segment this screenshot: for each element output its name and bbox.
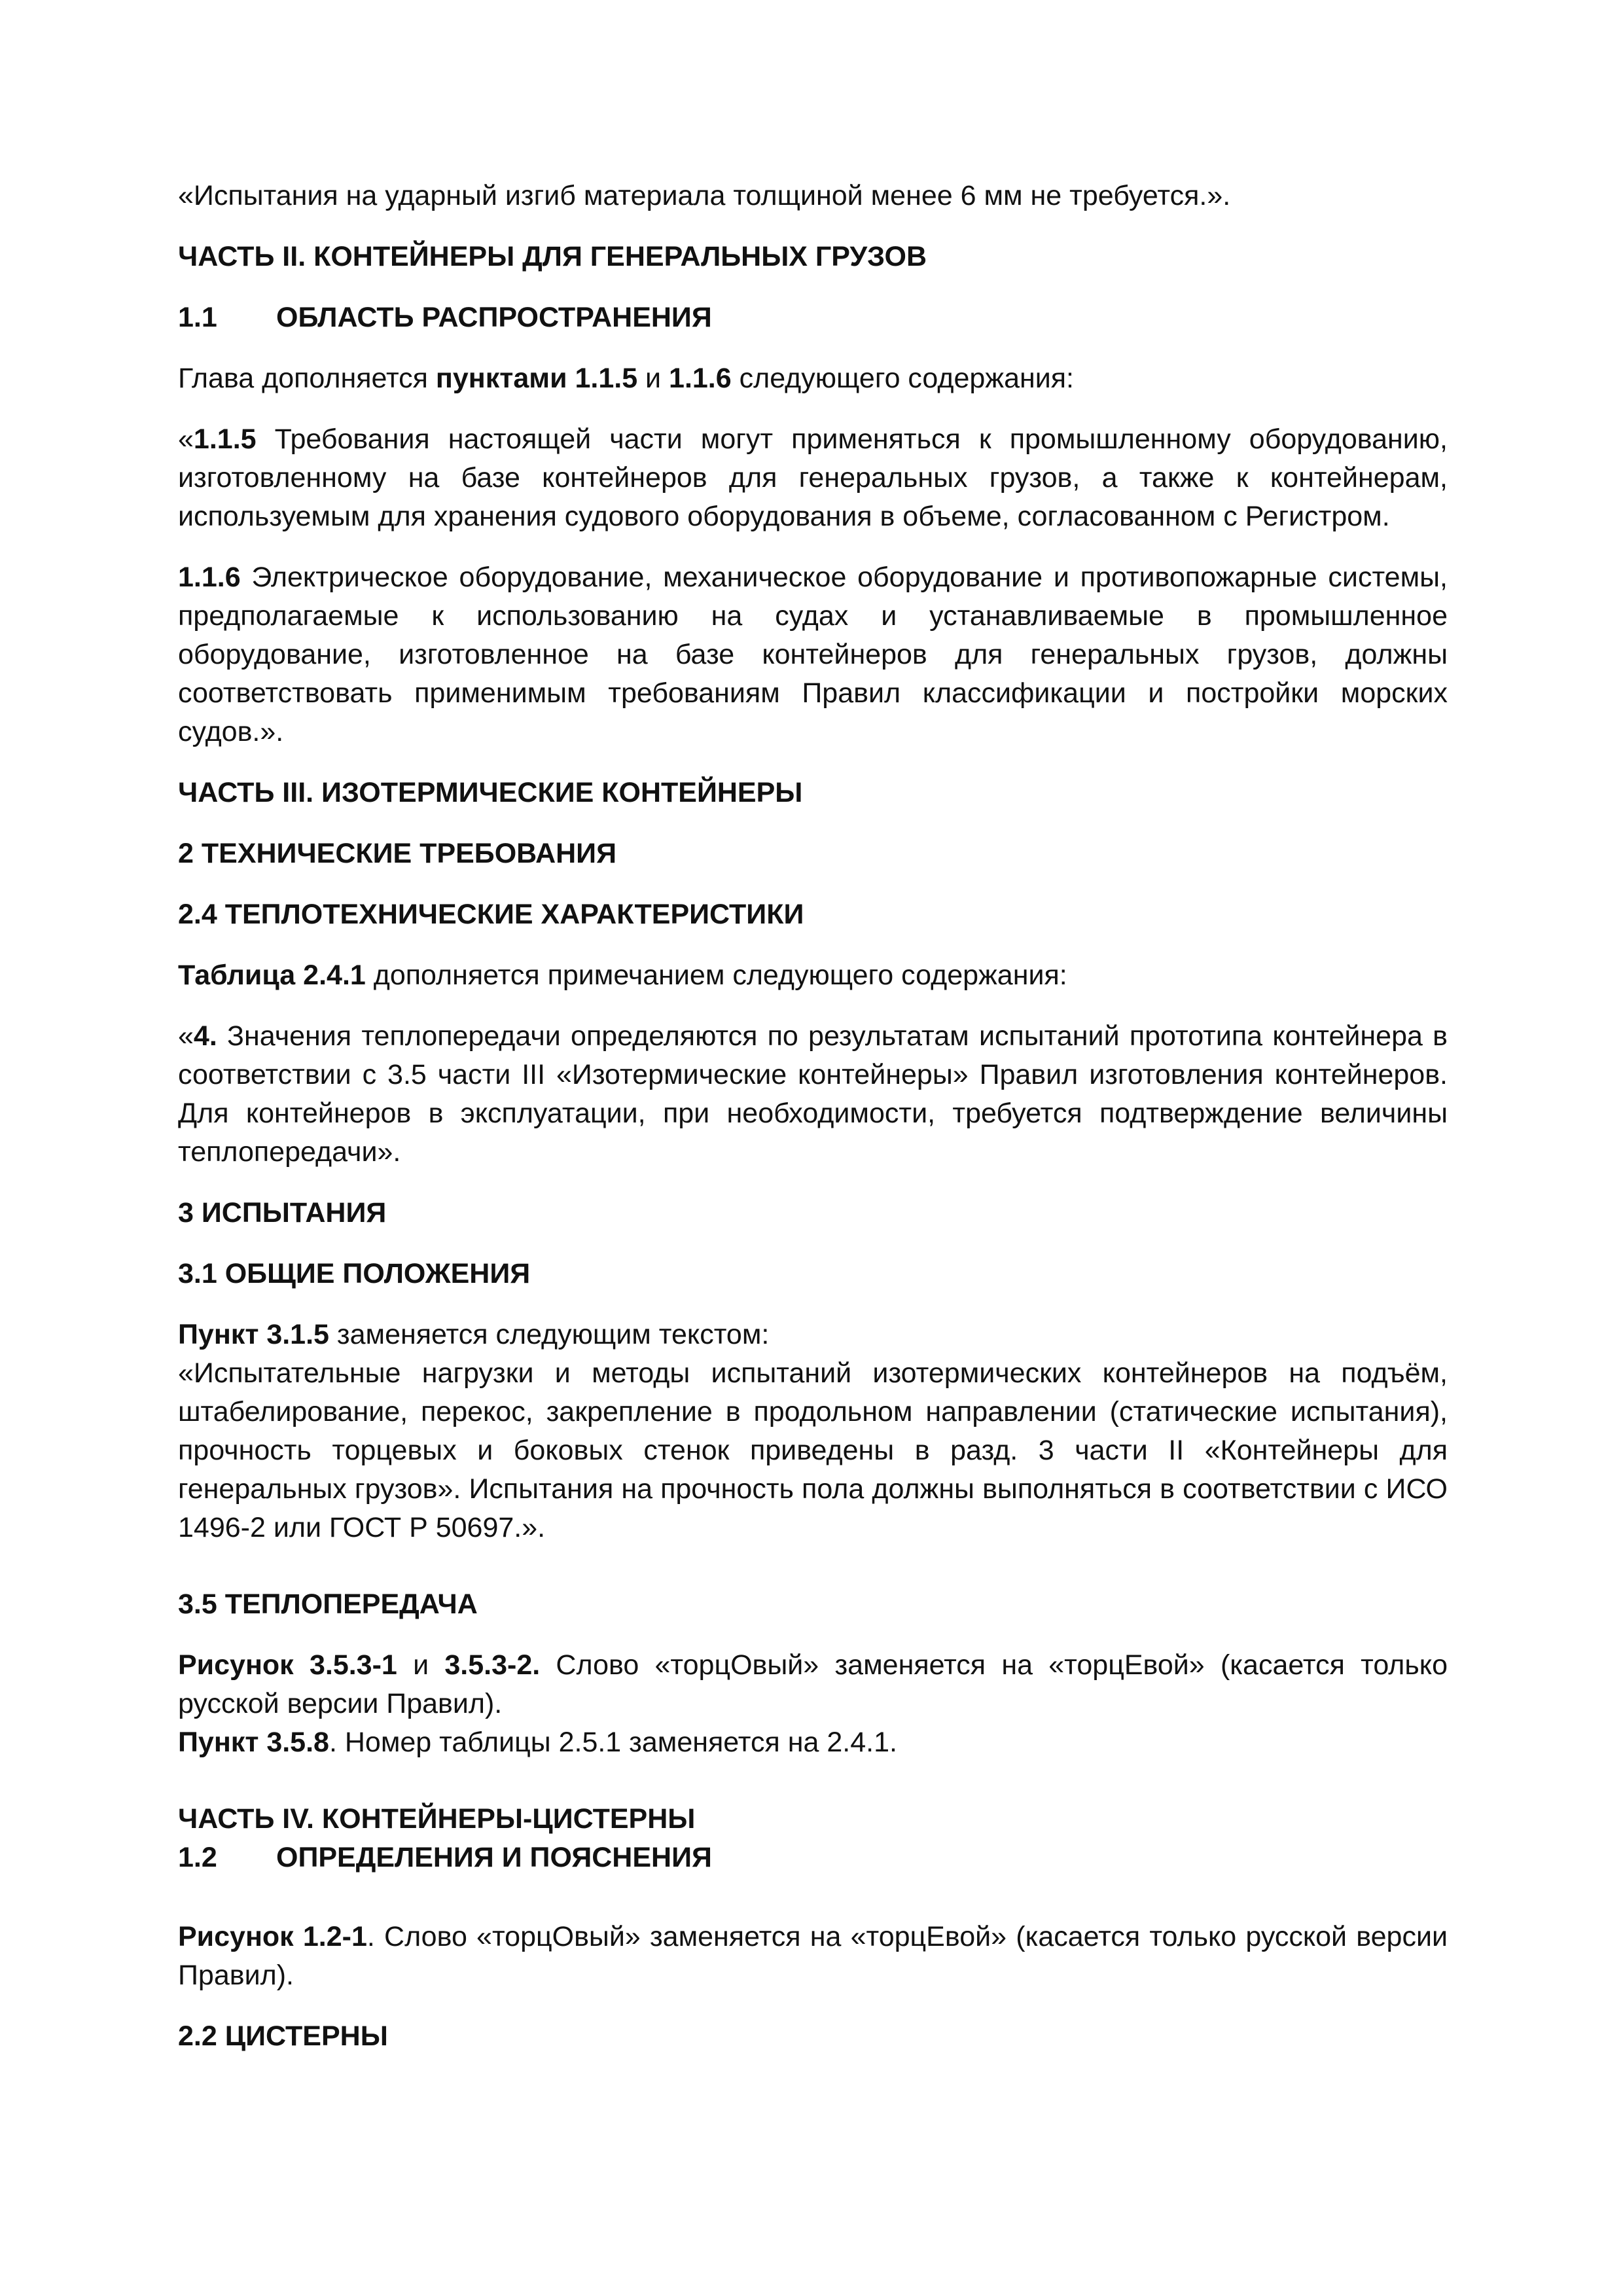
section-number: 1.2 — [178, 1842, 217, 1873]
paragraph-ref: Пункт 3.1.5 — [178, 1319, 329, 1350]
lead-ref-2: 1.1.6 — [669, 363, 732, 394]
paragraph-1-1-6 — [178, 558, 1448, 751]
paragraph-text: Электрическое оборудование, механическое оборудование и противопожарные системы, предполагаемые к использованию на судах и устанавливаемые в промышленное оборудование, изготовленное на базе контейнеров для генеральных грузов, должны соответствовать применимым требованиям Правил классификации и постройки морских судов.». — [178, 562, 1448, 747]
section-3-5-heading: 3.5 ТЕПЛОПЕРЕДАЧА — [178, 1588, 478, 1620]
figure-note-text: . Слово «торцОвый» заменяется на «торцЕвой» (касается только русской версии Правил). — [178, 1921, 1448, 1991]
figure-3-5-3-note — [178, 1646, 1448, 1723]
paragraph-3-1-5-lead — [178, 1316, 1448, 1354]
quote-open: « — [178, 1020, 194, 1052]
paragraph-number: 1.1.6 — [178, 562, 241, 593]
section-2-heading: 2 ТЕХНИЧЕСКИЕ ТРЕБОВАНИЯ — [178, 838, 616, 869]
figure-and: и — [397, 1649, 445, 1681]
section-number: 1.1 — [178, 302, 217, 333]
part2-title: ЧАСТЬ II. КОНТЕЙНЕРЫ ДЛЯ ГЕНЕРАЛЬНЫХ ГРУЗОВ — [178, 241, 927, 272]
paragraph-3-1-5-quote: «Испытательные нагрузки и методы испытаний изотермических контейнеров на подъём, штабелирование, перекос, закрепление в продольном направлении (статические испытания), прочность торцевых и боковых стенок приведены в разд. 3 части II «Контейнеры для генеральных грузов». Испытания на прочность пола должны выполняться в соответствии с ИСО 1496-2 или ГОСТ Р 50697.». — [178, 1357, 1448, 1543]
section-1-2-heading — [178, 1839, 1448, 1877]
note-text: Значения теплопередачи определяются по результатам испытаний прототипа контейнера в соответствии с 3.5 части III «Изотермические контейнеры» Правил изготовления контейнеров. Для контейнеров в эксплуатации, при необходимости, требуется подтверждение величины теплопередачи». — [178, 1020, 1448, 1168]
section-title: ОБЛАСТЬ РАСПРОСТРАНЕНИЯ — [276, 302, 712, 333]
figure-1-2-1-note — [178, 1918, 1448, 1995]
figure-ref-2: 3.5.3-2. — [444, 1649, 541, 1681]
paragraph-3-5-8 — [178, 1723, 1448, 1762]
lead-tail: следующего содержания: — [731, 363, 1074, 394]
lead-and: и — [637, 363, 669, 394]
section-2-2-heading: 2.2 ЦИСТЕРНЫ — [178, 2020, 388, 2052]
figure-note-text: Слово «торцОвый» заменяется на «торцЕвой» (касается только русской версии Правил). — [178, 1649, 1448, 1719]
table-note-lead — [178, 956, 1448, 995]
section-3-1-heading: 3.1 ОБЩИЕ ПОЛОЖЕНИЯ — [178, 1258, 531, 1289]
document-page — [178, 177, 1448, 2078]
paragraph-text: . Номер таблицы 2.5.1 заменяется на 2.4.1. — [329, 1727, 897, 1758]
section-1-1-heading — [178, 298, 1448, 337]
section-3-heading: 3 ИСПЫТАНИЯ — [178, 1197, 387, 1229]
section-title: ОПРЕДЕЛЕНИЯ И ПОЯСНЕНИЯ — [276, 1842, 712, 1873]
figure-ref: Рисунок 1.2-1 — [178, 1921, 367, 1952]
part4-title: ЧАСТЬ IV. КОНТЕЙНЕРЫ-ЦИСТЕРНЫ — [178, 1803, 696, 1835]
paragraph-number: 1.1.5 — [193, 423, 257, 455]
table-lead-text: дополняется примечанием следующего содержания: — [365, 960, 1067, 991]
lead-text: Глава дополняется — [178, 363, 436, 394]
chapter-lead — [178, 359, 1448, 398]
lead-ref-1: пунктами 1.1.5 — [435, 363, 638, 394]
paragraph-ref: Пункт 3.5.8 — [178, 1727, 329, 1758]
table-ref: Таблица 2.4.1 — [178, 960, 366, 991]
intro-quote: «Испытания на ударный изгиб материала толщиной менее 6 мм не требуется.». — [178, 180, 1231, 211]
note-number: 4. — [193, 1020, 217, 1052]
paragraph-1-1-5 — [178, 420, 1448, 536]
part3-title: ЧАСТЬ III. ИЗОТЕРМИЧЕСКИЕ КОНТЕЙНЕРЫ — [178, 777, 803, 808]
quote-open: « — [178, 423, 194, 455]
figure-ref-1: Рисунок 3.5.3-1 — [178, 1649, 397, 1681]
paragraph-text: Требования настоящей части могут применяться к промышленному оборудованию, изготовленному на базе контейнеров для генеральных грузов, а также к контейнерам, используемым для хранения судового оборудования в объеме, согласованном с Регистром. — [178, 423, 1448, 532]
table-note-4 — [178, 1017, 1448, 1172]
paragraph-lead-text: заменяется следующим текстом: — [329, 1319, 770, 1350]
section-2-4-heading: 2.4 ТЕПЛОТЕХНИЧЕСКИЕ ХАРАКТЕРИСТИКИ — [178, 899, 804, 930]
